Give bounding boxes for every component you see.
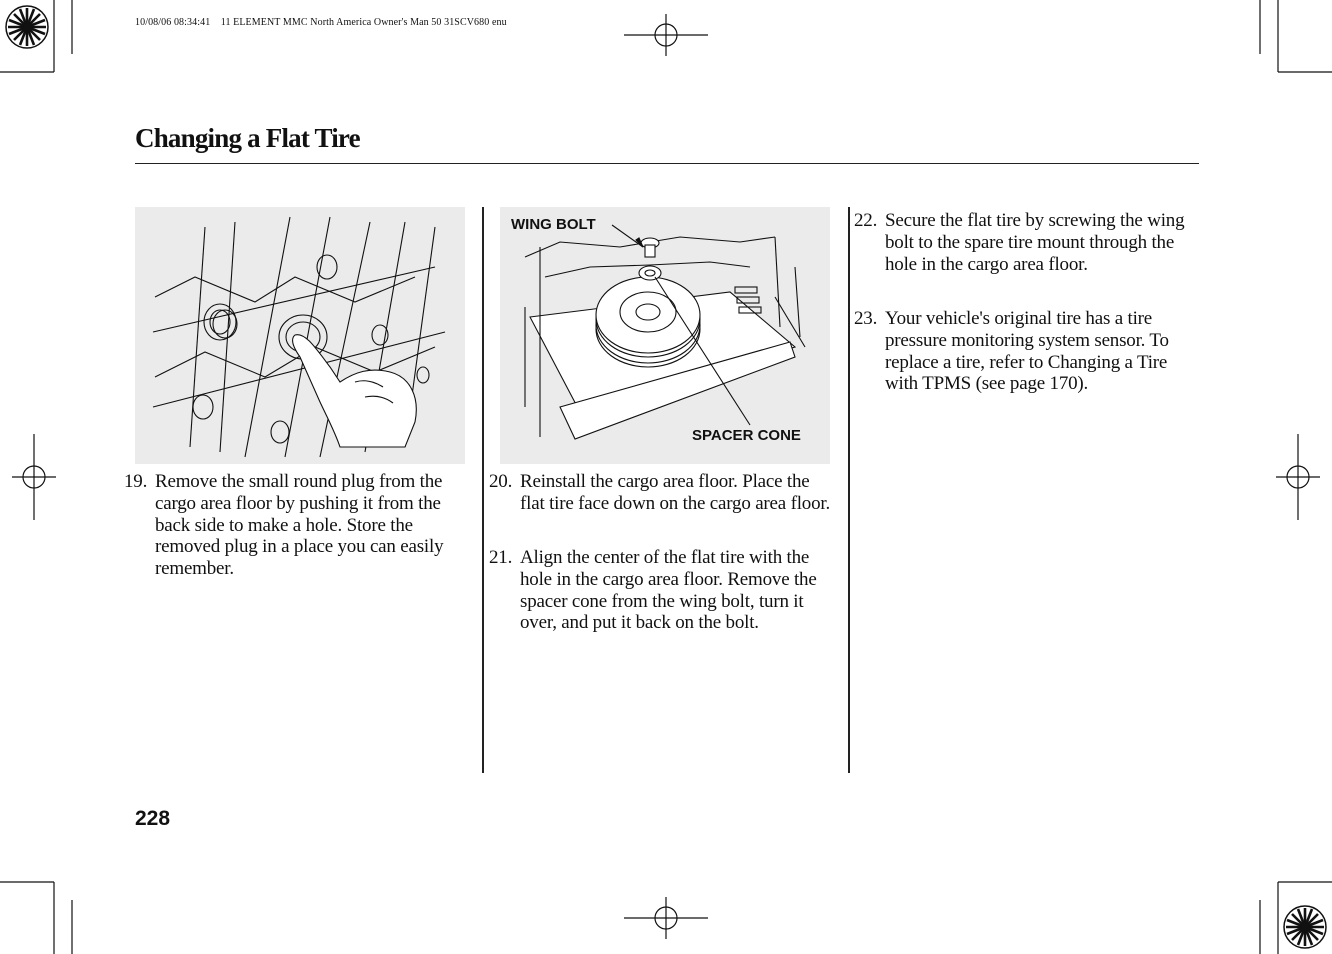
illustration-tire-in-cargo	[500, 207, 830, 464]
wing-bolt-callout: WING BOLT	[511, 216, 596, 233]
step-number: 19.	[124, 471, 148, 492]
step-number: 23.	[854, 308, 878, 329]
title-divider	[135, 163, 1199, 164]
column-divider-1	[482, 207, 484, 773]
step-text: Secure the flat tire by screwing the wing bolt to the spare tire mount through the hole in the cargo area floor.	[885, 210, 1185, 275]
step-22	[854, 210, 1200, 275]
step-text: Your vehicle's original tire has a tire pressure monitoring system sensor. To replace a tire, refer to Changing a Tire with TPMS (see page 170).	[885, 308, 1169, 395]
crosshair-left	[12, 434, 56, 520]
crosshair-top-center	[624, 14, 708, 56]
page-number: 228	[135, 807, 171, 830]
step-23	[854, 308, 1194, 395]
crosshair-bottom-center	[624, 897, 708, 939]
step-21	[489, 547, 835, 634]
step-text: Align the center of the flat tire with the hole in the cargo area floor. Remove the spacer cone from the wing bolt, turn it over, and put it back on the bolt.	[520, 547, 817, 634]
spacer-cone-callout: SPACER CONE	[692, 427, 801, 444]
step-number: 22.	[854, 210, 878, 231]
illustration-remove-plug	[135, 207, 465, 464]
column-divider-2	[848, 207, 850, 773]
crosshair-right	[1276, 434, 1320, 520]
step-20	[489, 471, 835, 515]
step-19	[124, 471, 470, 580]
print-job-info: 10/08/06 08:34:41 11 ELEMENT MMC North America Owner's Man 50 31SCV680 enu	[135, 17, 507, 28]
step-number: 21.	[489, 547, 513, 568]
step-text: Remove the small round plug from the cargo area floor by pushing it from the back side to make a hole. Store the removed plug in a place you can easily remember.	[155, 471, 444, 580]
step-text: Reinstall the cargo area floor. Place the flat tire face down on the cargo area floor.	[520, 471, 831, 514]
step-number: 20.	[489, 471, 513, 492]
page-title: Changing a Flat Tire	[135, 123, 360, 153]
